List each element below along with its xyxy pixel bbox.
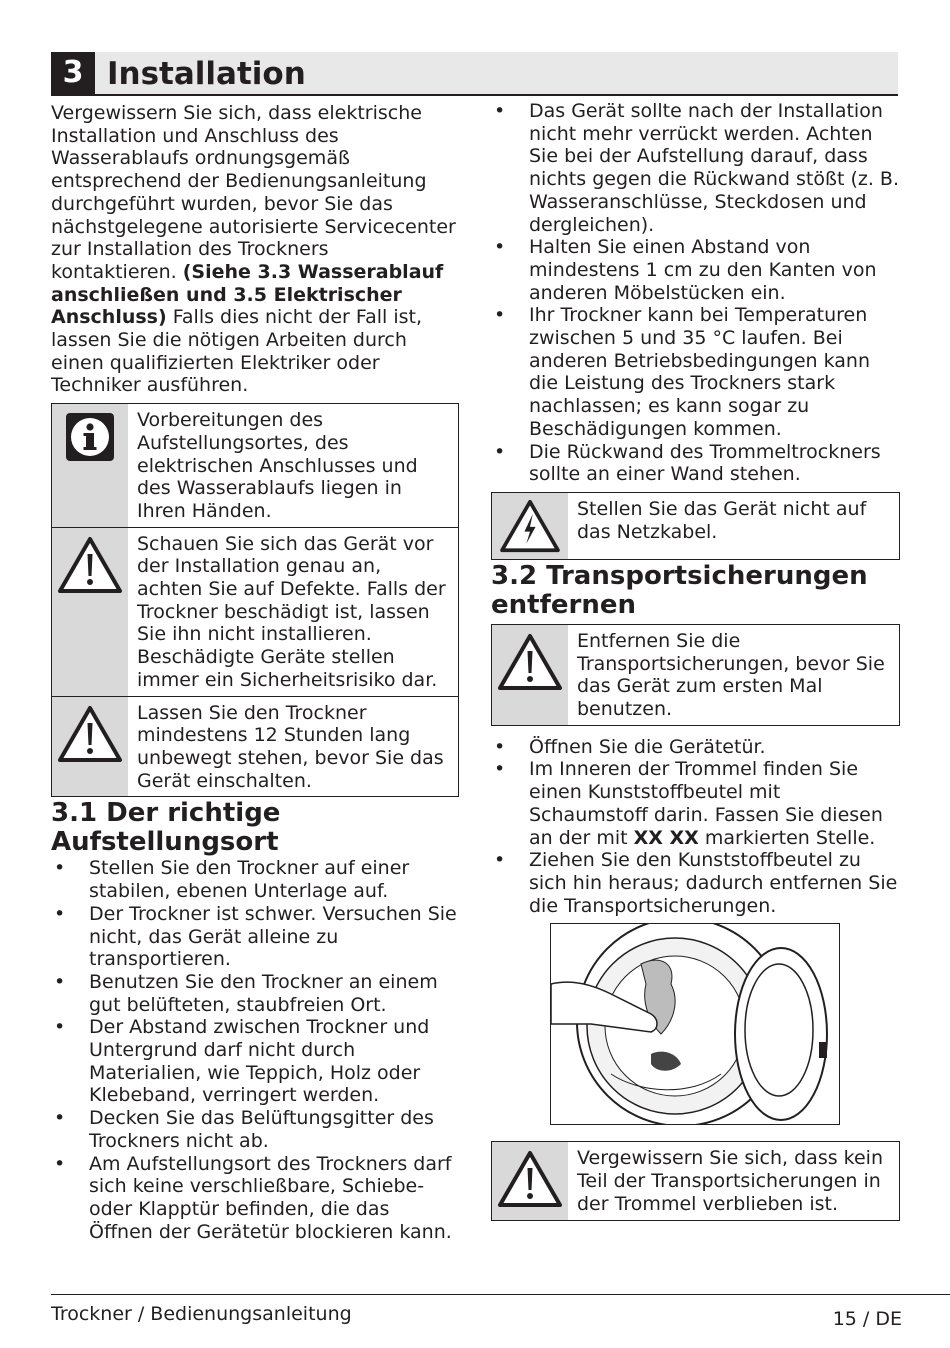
- subsection-title-3-2: 3.2 Transportsicherungen entfernen: [491, 560, 868, 620]
- info-icon: [65, 412, 115, 462]
- right-column: [491, 100, 900, 1221]
- marking-label: XX XX: [633, 826, 699, 849]
- note-text: Schauen Sie sich das Gerät vor der Installation genau an, achten Sie auf Defekte. Falls der Trockner beschädigt ist, lassen Sie ihn nicht installieren. Beschädigte Geräte stellen immer ein Sicherheitsrisiko dar.: [137, 532, 446, 691]
- footer-title: Trockner / Bedienungsanleitung: [51, 1303, 352, 1325]
- warning-icon: [497, 633, 563, 691]
- note-text: Stellen Sie das Gerät nicht auf das Netzkabel.: [577, 497, 867, 543]
- subsection-title-3-1: 3.1 Der richtige Aufstellungsort: [51, 798, 281, 858]
- note-info: [51, 403, 459, 528]
- placement-list-continued: [491, 100, 900, 486]
- section-number: 3: [51, 52, 95, 94]
- note-text: Vergewissern Sie sich, dass kein Teil der Transportsicherungen in der Trommel verblieben ist.: [577, 1147, 883, 1215]
- note-transport: [491, 624, 900, 726]
- footer-divider: [51, 1294, 950, 1295]
- left-column: [51, 102, 459, 1243]
- warning-icon: [497, 1150, 563, 1208]
- electric-hazard-icon: [497, 499, 563, 553]
- section-header: [51, 52, 898, 96]
- page-number: 15 / DE: [832, 1308, 902, 1330]
- warning-icon: [57, 705, 123, 763]
- list-item: • Ihr Trockner kann bei Temperaturen zwischen 5 und 35 °C laufen. Bei anderen Betriebsbedingungen kann die Leistung des Trockners stark nachlassen; es kann sogar zu Beschädigungen kommen.: [491, 304, 900, 440]
- dryer-door-image: [551, 924, 839, 1124]
- list-item: • Das Gerät sollte nach der Installation nicht mehr verrückt werden. Achten Sie bei der Aufstellung darauf, dass nichts gegen die Rückwand stößt (z. B. Wasseranschlüsse, Steckdosen und dergleichen).: [491, 100, 900, 236]
- list-item: • Stellen Sie den Trockner auf einer stabilen, ebenen Unterlage auf.: [51, 857, 459, 902]
- placement-list: [51, 857, 459, 1243]
- list-item: • Öffnen Sie die Gerätetür.: [491, 736, 900, 759]
- section-title: Installation: [107, 56, 306, 92]
- intro-paragraph: Vergewissern Sie sich, dass elektrische Installation und Anschluss des Wasserablaufs ordnungsgemäß entsprechend der Bedienungsanleitung durchgeführt wurden, bevor Sie das nächstgelegene autorisierte Servicecenter zur Installation des Trockners kontaktieren. (Siehe 3.3 Wasserablauf anschließen und 3.5 Elektrischer Anschluss) Falls dies nicht der Fall ist, lassen Sie die nötigen Arbeiten durch einen qualifizierten Elektriker oder Techniker ausführen.: [51, 102, 456, 397]
- note-text: Vorbereitungen des Aufstellungsortes, des elektrischen Anschlusses und des Wasserablaufs liegen in Ihren Händen.: [137, 409, 418, 522]
- list-item: • Benutzen Sie den Trockner an einem gut belüfteten, staubfreien Ort.: [51, 971, 459, 1016]
- note-final: [491, 1141, 900, 1220]
- warning-icon: [57, 536, 123, 594]
- note-warning: [51, 697, 459, 798]
- transport-steps-list: [491, 736, 900, 918]
- notes-table: [51, 403, 459, 797]
- intro-reference: (Siehe 3.3 Wasserablauf anschließen und 3.5 Elektrischer Anschluss): [51, 260, 444, 329]
- list-item: • Der Trockner ist schwer. Versuchen Sie nicht, das Gerät alleine zu transportieren.: [51, 903, 459, 971]
- list-item: • Im Inneren der Trommel finden Sie einen Kunststoffbeutel mit Schaumstoff darin. Fassen Sie diesen an der mit XX XX markierten Stelle.: [491, 758, 900, 849]
- note-warning: [51, 528, 459, 697]
- list-item: • Die Rückwand des Trommeltrockners sollte an einer Wand stehen.: [491, 441, 900, 486]
- dryer-drum-illustration: [550, 923, 840, 1125]
- list-item: • Decken Sie das Belüftungsgitter des Trockners nicht ab.: [51, 1107, 459, 1152]
- note-electric: [491, 492, 900, 560]
- list-item: • Der Abstand zwischen Trockner und Untergrund darf nicht durch Materialien, wie Teppich, Holz oder Klebeband, verringert werden.: [51, 1016, 459, 1107]
- note-text: Lassen Sie den Trockner mindestens 12 Stunden lang unbewegt stehen, bevor Sie das Gerät einschalten.: [137, 701, 444, 792]
- note-text: Entfernen Sie die Transportsicherungen, bevor Sie das Gerät zum ersten Mal benutzen.: [577, 629, 885, 721]
- list-item: • Halten Sie einen Abstand von mindestens 1 cm zu den Kanten von anderen Möbelstücken ein.: [491, 236, 900, 304]
- list-item: • Ziehen Sie den Kunststoffbeutel zu sich hin heraus; dadurch entfernen Sie die Transportsicherungen.: [491, 849, 900, 917]
- list-item: • Am Aufstellungsort des Trockners darf sich keine verschließbare, Schiebe- oder Klapptür befinden, die das Öffnen der Gerätetür blockieren kann.: [51, 1153, 459, 1244]
